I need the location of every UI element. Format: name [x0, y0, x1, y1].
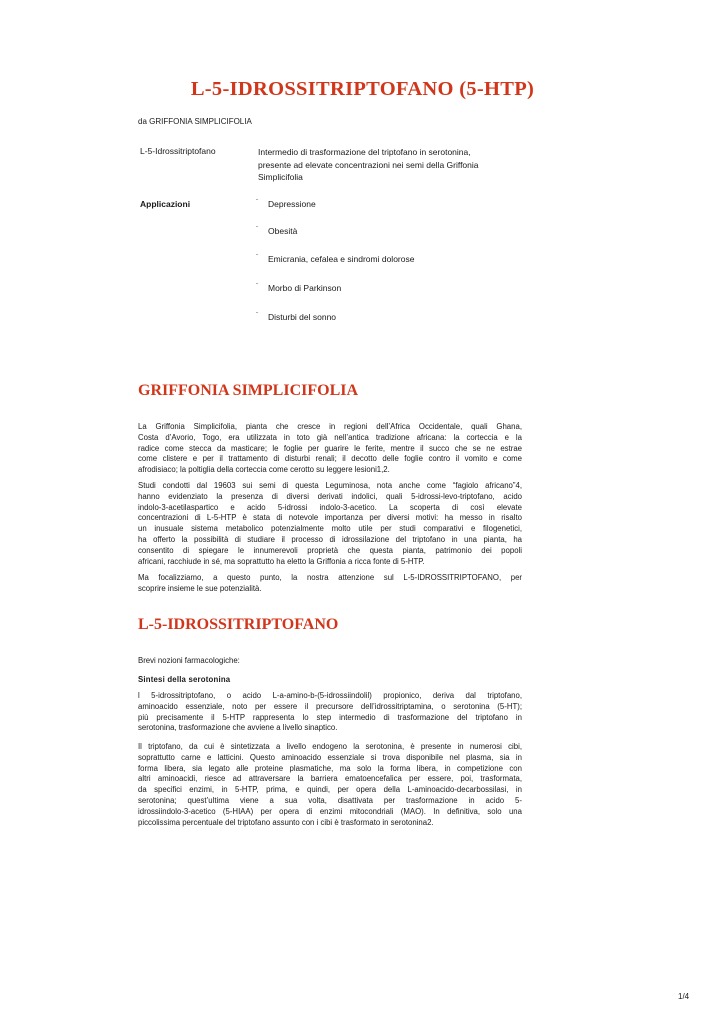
bullet-icon: ¨ — [256, 254, 259, 261]
subheading: Sintesi della serotonina — [138, 675, 231, 684]
paragraph: Studi condotti dal 19603 sui semi di questa Leguminosa, nota anche come “fagiolo africano”4, hanno evidenziato la presenza di diversi derivati indolici, quali 5-idrossi-levo-triptofano, acido indolo-3-acetilaspartico e acido 5-idrossi indolo-3-acetico. La scoperta di così elevate concentrazioni di L-5-HTP è stata di notevole importanza per diversi motivi: ha messo in risalto un inusuale sistema metabolico potenzialmente molto utile per studi comparativi e filogenetici, ha offerto la possibilità di studiare il processo di idrossilazione del triptofano in una pianta, ha consentito di spiegare le innumerevoli proprietà che questa pianta, patrimonio dei popoli africani, racchiude in sé, ma soprattutto ha eletto la Griffonia a ricca fonte di 5-HTP. — [138, 481, 522, 566]
definition-text — [258, 146, 526, 184]
paragraph: La Griffonia Simplicifolia, pianta che cresce in regioni dell’Africa Occidentale, quali Ghana, Costa d’Avorio, Togo, era utilizzata in toto già nell’antica tradizione africana: la corteccia e la radice come stecca da masticare; le foglie per guarire le ferite, mentre il succo che se ne estrae come clistere e per il trattamento di disturbi renali; il decotto delle foglie contro il vomito e come afrodisiaco; la poltiglia della corteccia come cerotto su leggere lesioni1,2. — [138, 422, 522, 475]
definition-line: Intermedio di trasformazione del triptofano in serotonina, — [258, 147, 471, 157]
definition-term: L-5-Idrossitriptofano — [140, 146, 216, 156]
definition-line: Simplicifolia — [258, 172, 303, 182]
application-item: ¨ Morbo di Parkinson — [256, 283, 342, 293]
bullet-icon: ¨ — [256, 283, 259, 290]
applications-label: Applicazioni — [140, 199, 191, 209]
document-title: L-5-IDROSSITRIPTOFANO (5-HTP) — [190, 78, 535, 100]
application-item: ¨ Emicrania, cefalea e sindromi dolorose — [256, 254, 415, 264]
application-item: ¨ Disturbi del sonno — [256, 312, 337, 322]
section-heading-griffonia: GRIFFONIA SIMPLICIFOLIA — [138, 382, 359, 399]
application-item: ¨ Obesità — [256, 226, 298, 236]
page-number: 1/4 — [678, 992, 690, 1001]
definition-line: presente ad elevate concentrazioni nei semi della Griffonia — [258, 159, 479, 170]
paragraph: Il triptofano, da cui è sintetizzata a livello endogeno la serotonina, è presente in numerosi cibi, soprattutto carne e latticini. Questo aminoacido essenziale si trova disponibile nel plasma, sia in forma libera, sia legato alle proteine plasmatiche, ma solo la forma libera, in competizione con altri aminoacidi, riesce ad attraversare la barriera ematoencefalica per essere, poi, trasformata, da specifici enzimi, in 5-HTP, prima, e quindi, per opera della L-aminoacido-decarbossilasi, in serotonina; quest’ultima viene a sua volta, disattivata per trasformazione in acido 5- idrossiindolo-3-acetico (5-HIAA) per opera di enzimi mitocondriali (MAO). In definitiva, solo una piccolissima percentuale del triptofano assunto con i cibi è trasformato in serotonina2. — [138, 742, 522, 827]
bullet-icon: ¨ — [256, 226, 259, 233]
intro-text: Brevi nozioni farmacologiche: — [138, 656, 240, 665]
bullet-icon: ¨ — [256, 312, 259, 319]
section-heading-l5htp: L-5-IDROSSITRIPTOFANO — [138, 616, 339, 633]
bullet-icon: ¨ — [256, 199, 259, 206]
paragraph: Ma focalizziamo, a questo punto, la nostra attenzione sul L-5-IDROSSITRIPTOFANO, per scoprire insieme le sue potenzialità. — [138, 573, 522, 593]
document-subtitle: da GRIFFONIA SIMPLICIFOLIA — [138, 117, 252, 126]
paragraph: l 5-idrossitriptofano, o acido L-a-amino-b-(5-idrossiindolil) propionico, deriva dal triptofano, aminoacido essenziale, noto per essere il precursore dell’idrossitriptamina, o serotonina (5-HT); più precisamente il 5-HTP rappresenta lo step intermedio di trasformazione del triptofano in serotonina, trasformazione che avviene a livello sinaptico. — [138, 691, 522, 733]
application-item: ¨ Depressione — [256, 199, 316, 209]
